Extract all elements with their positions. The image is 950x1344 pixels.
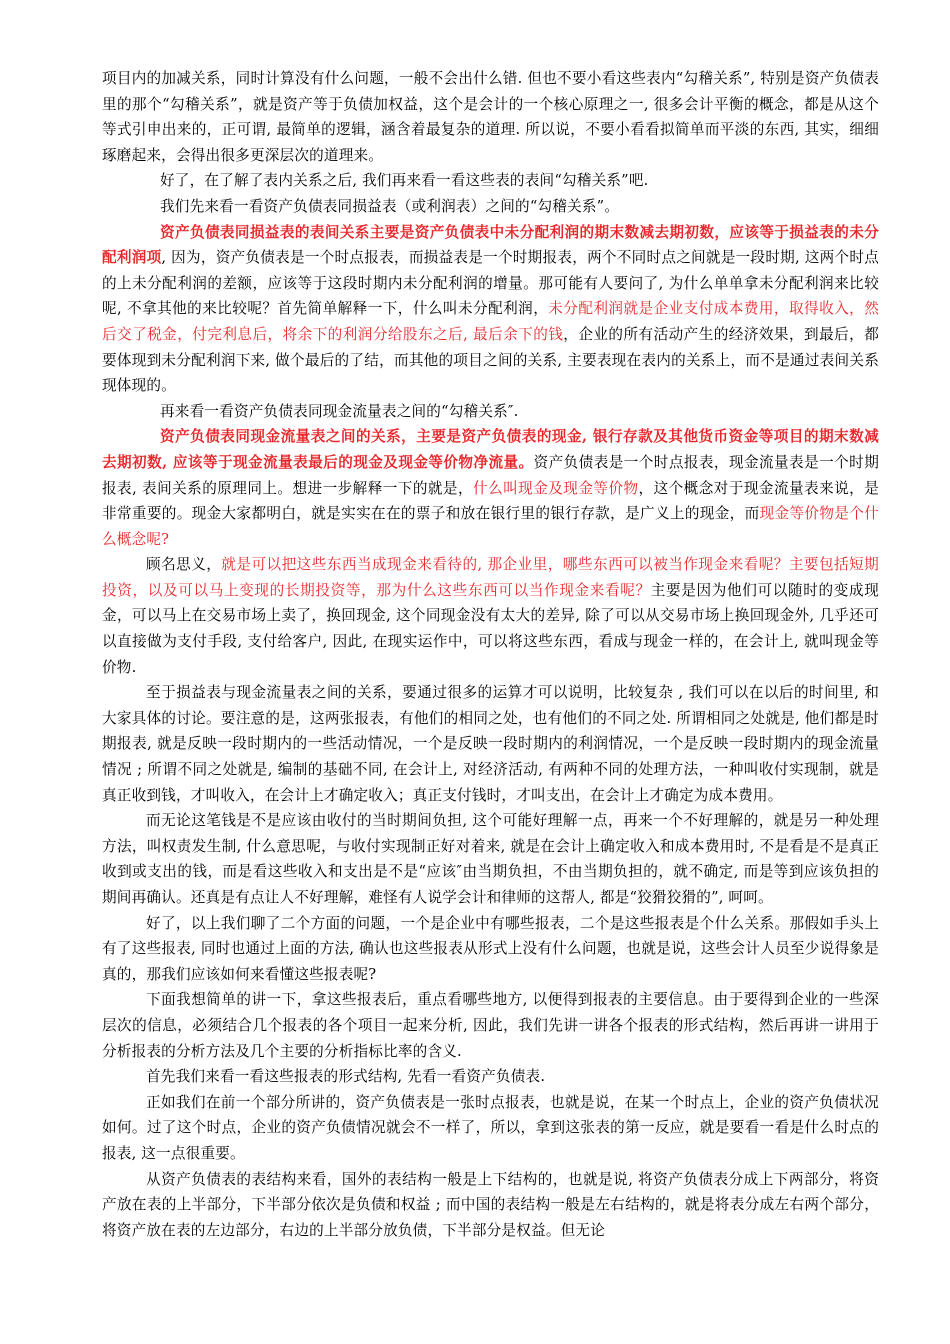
paragraph	[102, 987, 879, 1064]
paragraph-text: 资产负债表是一个时点报表，现金流量表是一个时期报表, 表间关系的原理同上。想进一步解释一下的就是，	[102, 453, 879, 497]
paragraph-text: 我们先来看一看资产负债表同损益表（或利润表）之间的“勾稽关系”。	[160, 197, 620, 215]
paragraph	[102, 1167, 879, 1244]
paragraph-text: 从资产负债表的表结构来看，国外的表结构一般是上下结构的，也就是说, 将资产负债表分成上下两部分，将资产放在表的上半部分，下半部分依次是负债和权益 ; 而中国的表结构一般是左右结构的，就是将表分成左右两个部分，将资产放在表的左边部分，右边的上半部分放负债，下半部分是权益。但无论	[102, 1170, 879, 1239]
paragraph-text: 项目内的加减关系，同时计算没有什么问题，一般不会出什么错. 但也不要小看这些表内“勾稽关系”, 特别是资产负债表里的那个“勾稽关系”，就是资产等于负债加权益，这个是会计的一个核心原理之一, 很多会计平衡的概念，都是从这个等式引申出来的，正可谓, 最简单的逻辑，涵含着最复杂的道理. 所以说，不要小看看拟简单而平淡的东西, 其实，细细琢磨起来，会得出很多更深层次的道理来。	[102, 70, 879, 164]
paragraph	[102, 911, 879, 988]
paragraph-text: 正如我们在前一个部分所讲的，资产负债表是一张时点报表，也就是说，在某一个时点上，企业的资产负债状况如何。过了这个时点，企业的资产负债情况就会不一样了，所以，拿到这张表的第一反应，就是要看一看是什么时点的报表, 这一点很重要。	[102, 1093, 879, 1162]
highlight-text: 就是可以把这些东西当成现金来看待的, 那企业里，哪些东西可以被当作现金来看呢？主要包括短期投资，以及可以马上变现的长期投资等，那为什么这些东西可以当作现金来看呢？	[102, 556, 879, 599]
highlight-text: 未分配利润就是企业支付成本费用，取得收入，然后交了税金，付完利息后，将余下的利润分给股东之后, 最后余下的钱	[102, 300, 879, 343]
paragraph-text: ，这个概念对于现金流量表来说，是非常重要的。现金大家都明白，就是实实在在的票子和放在银行里的银行存款，是广义上的现金，而	[102, 479, 880, 523]
paragraph-text: 好了，以上我们聊了二个方面的问题，一个是企业中有哪些报表，二个是这些报表是个什么关系。那假如手头上有了这些报表, 同时也通过上面的方法, 确认也这些报表从形式上没有什么问题，也就是说，这些会计人员至少说得象是真的，那我们应该如何来看懂这些报表呢?	[102, 914, 879, 983]
paragraph-text: , 因为，资产负债表是一个时点报表，而损益表是一个时期报表，两个不同时点之间就是一段时期, 这两个时点的上未分配利润的差额，应该等于这段时期内未分配利润的增量。那可能有人要问了, 为什么单单拿未分配利润来比较呢, 不拿其他的来比较呢？首先简单解释一下，什么叫未分配利润，	[102, 249, 879, 318]
paragraph	[102, 808, 879, 910]
paragraph	[102, 399, 879, 425]
paragraph-text: 主要是因为他们可以随时的变成现金，可以马上在交易市场上卖了，换回现金, 这个同现金没有太大的差异, 除了可以从交易市场上换回现金外, 几乎还可以直接做为支付手段, 支付给客户, 因此, 在现实运作中，可以将这些东西，看成与现金一样的，在会计上, 就叫现金等价物.	[102, 581, 879, 676]
paragraph	[102, 66, 879, 168]
paragraph-text: ，企业的所有活动产生的经济效果，到最后，都要体现到未分配利润下来, 做个最后的了结，而其他的项目之间的关系, 主要表现在表内的关系上，而不是通过表间关系现体现的。	[102, 325, 879, 395]
paragraph	[102, 220, 879, 399]
highlight-text: 现金等价物是个什么概念呢?	[102, 505, 879, 548]
document-body	[102, 66, 879, 1243]
paragraph	[102, 1090, 879, 1167]
paragraph	[102, 552, 879, 680]
paragraph-text: 而无论这笔钱是不是应该由收付的当时期间负担, 这个可能好理解一点，再来一个不好理解的，就是另一种处理方法，叫权责发生制, 什么意思呢，与收付实现制正好对着来, 就是在会计上确定收入和成本费用时, 不是看是不是真正收到或支出的钱，而是看这些收入和支出是不是“应该″由当期负担，不由当期负担的，就不确定, 而是等到应该负担的期间再确认。还真是有点让人不好理解，难怪有人说学会计和律师的这帮人, 都是“狡猾狡猾的”, 呵呵。	[102, 812, 879, 906]
paragraph	[102, 680, 879, 808]
paragraph	[102, 1064, 879, 1090]
highlight-bold-text: 资产负债表同现金流量表之间的关系，主要是资产负债表的现金, 银行存款及其他货币资金等项目的期末数减去期初数, 应该等于现金流量表最后的现金及现金等价物净流量。	[102, 428, 879, 471]
paragraph-text: 首先我们来看一看这些报表的形式结构, 先看一看资产负债表.	[146, 1068, 546, 1086]
paragraph	[102, 194, 879, 220]
paragraph-text: 至于损益表与现金流量表之间的关系，要通过很多的运算才可以说明，比较复杂 , 我们可以在以后的时间里, 和大家具体的讨论。要注意的是，这两张报表，有他们的相同之处，也有他们的不同之处. 所谓相同之处就是, 他们都是时期报表, 就是反映一段时期内的一些活动情况，一个是反映一段时期内的利润情况，一个是反映一段时期内的现金流量情况 ; 所谓不同之处就是, 编制的基础不同, 在会计上, 对经济活动, 有两种不同的处理方法，一种叫收付实现制，就是真正收到钱，才叫收入，在会计上才确定收入；真正支付钱时，才叫支出，在会计上才确定为成本费用。	[102, 684, 879, 804]
paragraph	[102, 424, 879, 552]
paragraph	[102, 168, 879, 194]
highlight-text: 什么叫现金及现金等价物	[473, 479, 639, 497]
paragraph-text: 下面我想简单的讲一下，拿这些报表后，重点看哪些地方, 以便得到报表的主要信息。由于要得到企业的一些深层次的信息，必须结合几个报表的各个项目一起来分析, 因此，我们先讲一讲各个报表的形式结构，然后再讲一讲用于分析报表的分析方法及几个主要的分析指标比率的含义.	[102, 991, 879, 1060]
paragraph-text: 顾名思义，	[146, 556, 222, 574]
highlight-bold-text: 资产负债表同损益表的表间关系主要是资产负债表中未分配利润的期末数减去期初数，应该等于损益表的未分配利润项	[102, 223, 879, 267]
paragraph-text: 好了，在了解了表内关系之后, 我们再来看一看这些表的表间“勾稽关系”吧.	[160, 172, 649, 190]
paragraph-text: 再来看一看资产负债表同现金流量表之间的“勾稽关系″.	[160, 402, 519, 420]
